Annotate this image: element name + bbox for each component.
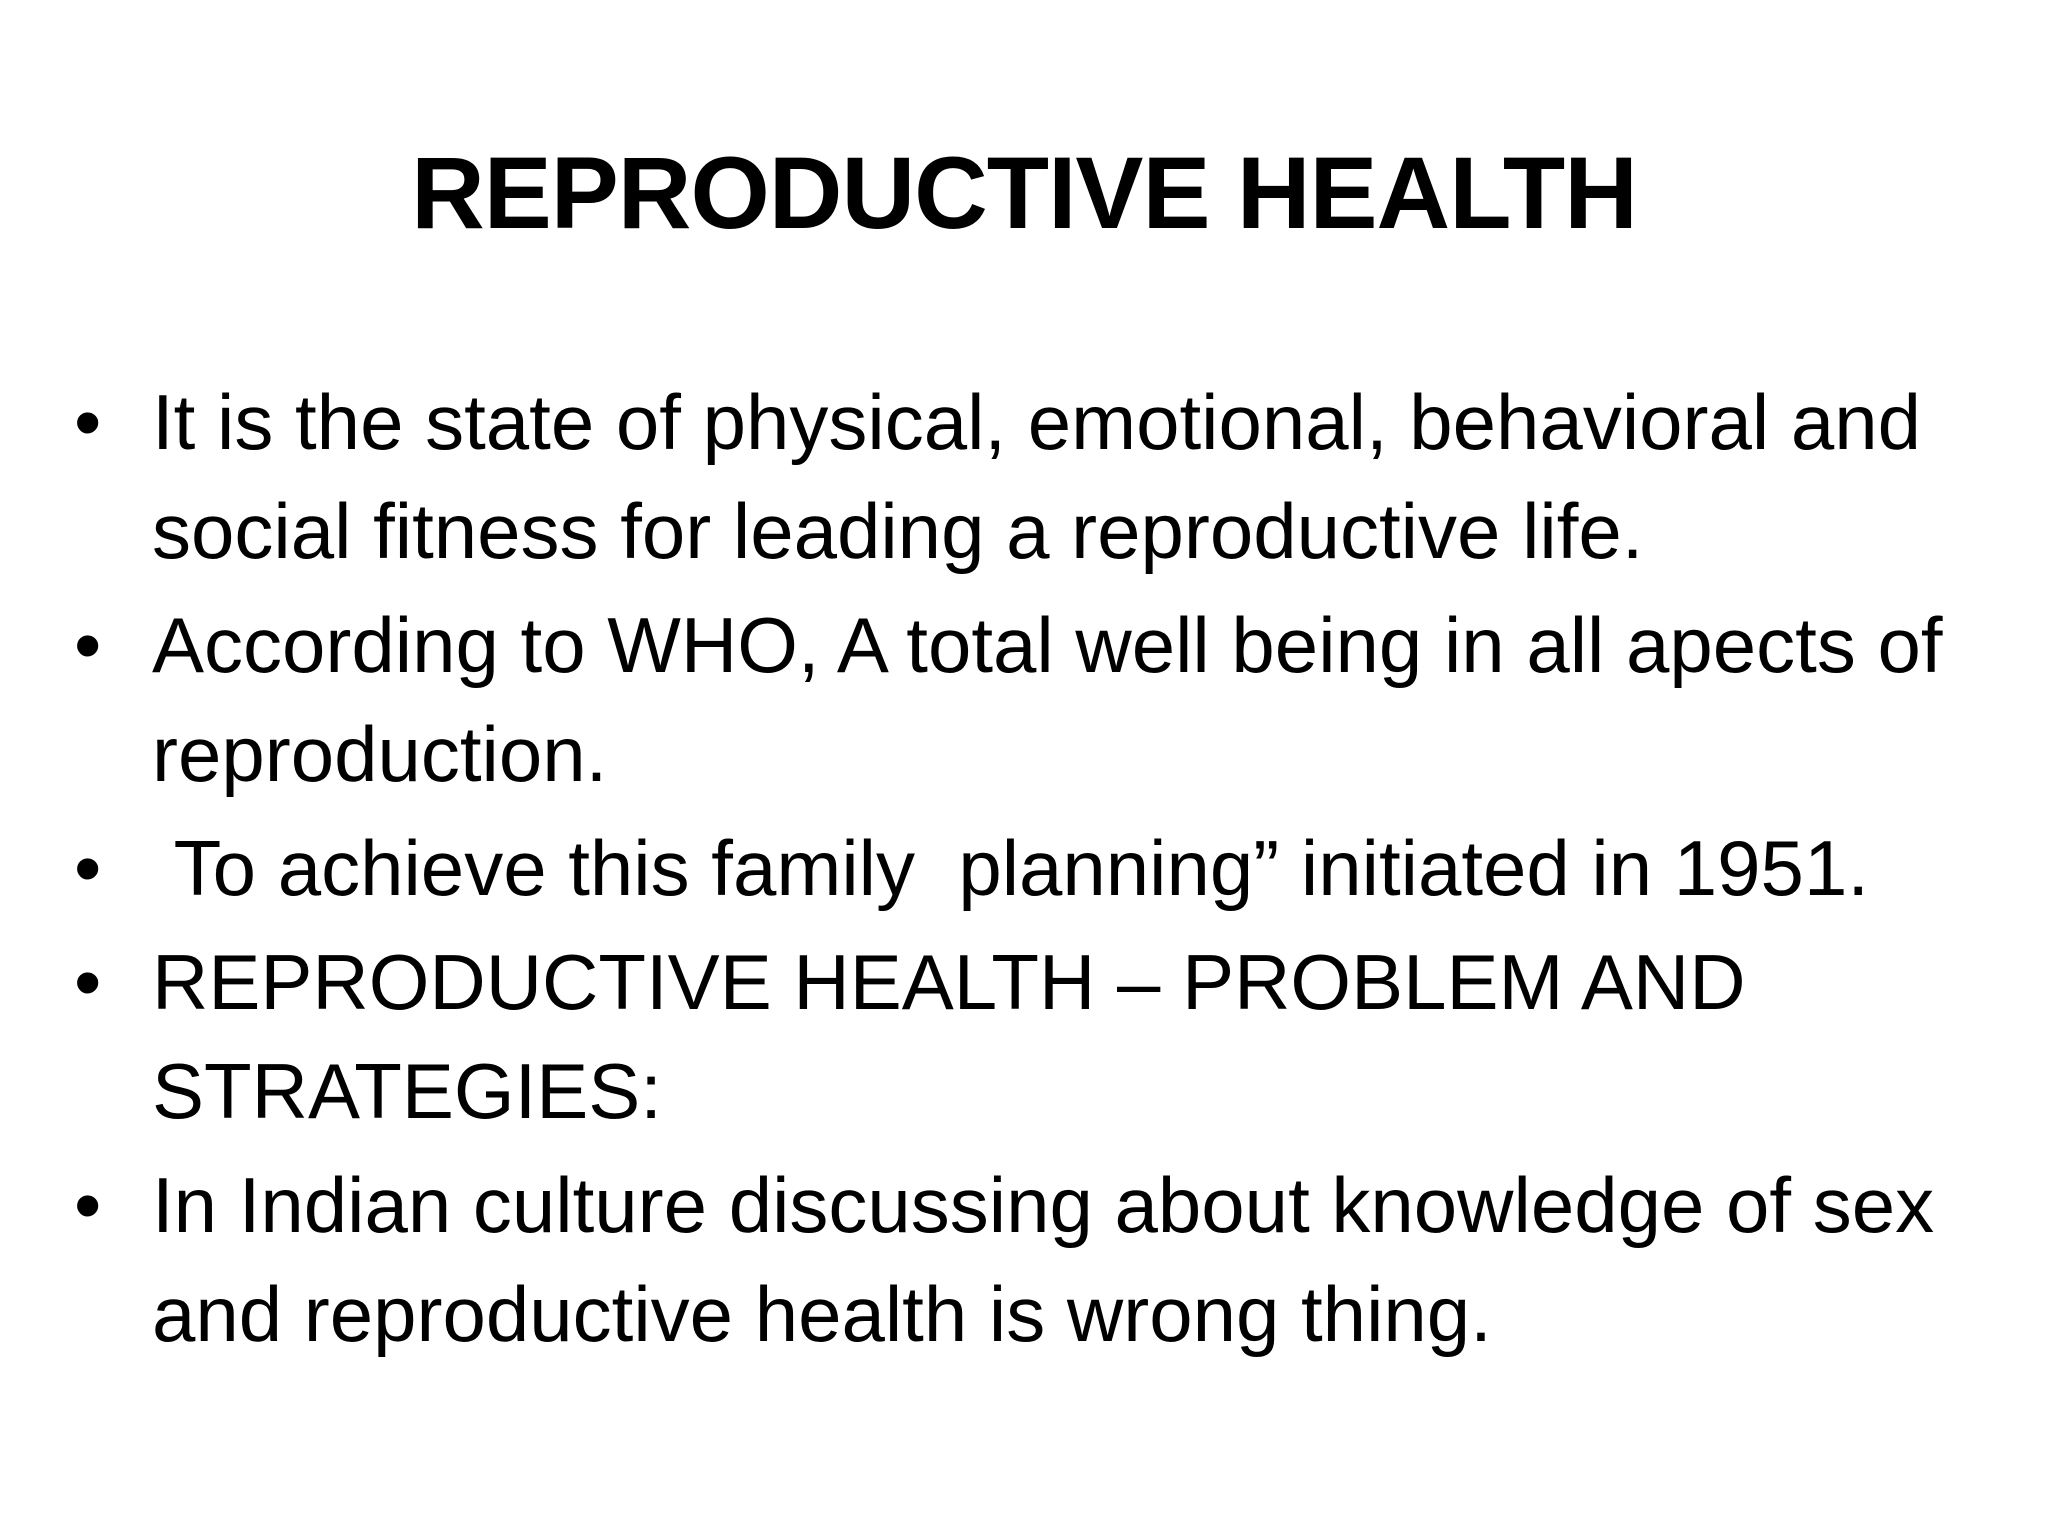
bullet-item: [68, 814, 2028, 923]
slide-title: REPRODUCTIVE HEALTH: [411, 136, 1637, 250]
bullet-point-icon: •: [74, 938, 102, 1026]
bullet-text: REPRODUCTIVE HEALTH – PROBLEM AND STRATEGIES:: [152, 938, 1768, 1135]
bullet-point-icon: •: [74, 601, 102, 689]
bullet-text: To achieve this family planning” initiated in 1951.: [152, 824, 1869, 912]
bullet-text: In Indian culture discussing about knowledge of sex and reproductive health is wrong thing.: [152, 1161, 1956, 1358]
bullet-item: [68, 591, 2028, 809]
bullet-item: [68, 368, 2028, 586]
bullet-text: According to WHO, A total well being in all apects of reproduction.: [152, 601, 1965, 798]
bullet-list: [68, 368, 2028, 1374]
bullet-point-icon: •: [74, 378, 102, 466]
bullet-point-icon: •: [74, 824, 102, 912]
bullet-text: It is the state of physical, emotional, behavioral and social fitness for leading a reproductive life.: [152, 378, 1943, 575]
bullet-item: [68, 1151, 2028, 1369]
bullet-point-icon: •: [74, 1161, 102, 1249]
bullet-item: [68, 928, 2028, 1146]
